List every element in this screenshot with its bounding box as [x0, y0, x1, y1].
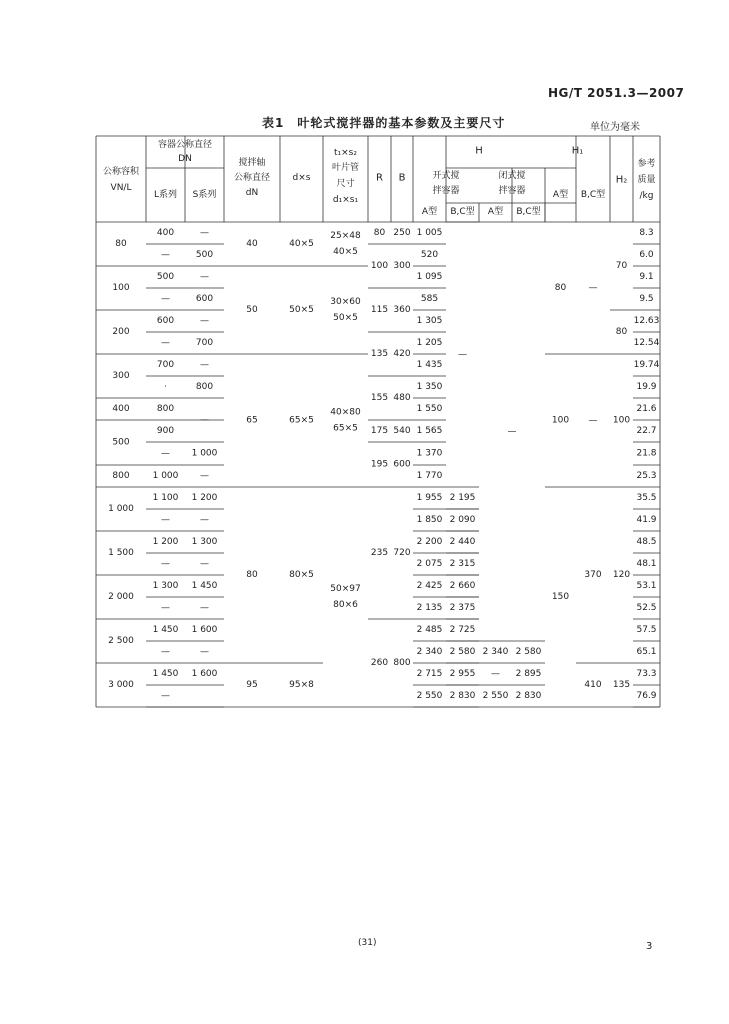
d-x-s-cell: 50×5 [289, 305, 314, 315]
mass-cell: 19.9 [636, 382, 657, 392]
open-a-height-cell: 1 435 [416, 360, 443, 370]
b-cell: 420 [393, 349, 411, 359]
volume-cell: 100 [112, 283, 130, 293]
s-series-cell: — [200, 228, 209, 238]
header-shaft-symbol: dN [245, 188, 259, 198]
h1-bc-cell: 410 [584, 680, 602, 690]
l-series-cell: 1 450 [152, 625, 179, 635]
header-shaft-diameter: 公称直径 [233, 173, 271, 183]
header-open-a-type: A型 [421, 207, 438, 217]
l-series-cell: — [161, 294, 170, 304]
r-cell: 115 [370, 305, 389, 315]
l-series-cell: 600 [156, 316, 175, 326]
table-title: 表1 叶轮式搅拌器的基本参数及主要尺寸 [262, 116, 506, 130]
open-a-height-cell: 2 075 [416, 559, 443, 569]
header-closed-bc-type: B,C型 [516, 207, 541, 217]
closed-height-cell: — [507, 426, 517, 437]
d-x-s-cell: 65×5 [289, 415, 314, 426]
b-cell: 360 [393, 305, 411, 315]
s-series-cell: 800 [195, 382, 214, 392]
open-a-height-cell: 1 095 [416, 272, 443, 282]
r-cell: 135 [370, 349, 389, 359]
header-shaft: 搅拌轴 [238, 158, 266, 168]
s-series-cell: — [200, 471, 209, 481]
pipe-size-cell: 30×60 [330, 297, 361, 307]
s-series-cell: 500 [195, 250, 214, 260]
s-series-cell: 1 000 [191, 448, 218, 459]
header-closed-vessel: 闭式搅 [498, 171, 526, 181]
open-a-height-cell: 1 850 [416, 515, 443, 525]
open-bc-height-cell: 2 315 [449, 559, 476, 569]
l-series-cell: — [161, 250, 170, 260]
page-number: 3 [646, 941, 653, 952]
volume-cell: 3 000 [108, 680, 134, 690]
s-series-cell: 1 450 [191, 581, 218, 591]
r-cell: 195 [370, 459, 389, 470]
header-mass: 参考 [637, 159, 656, 169]
shaft-diameter-cell: 80 [246, 570, 258, 580]
open-bc-height-cell: 2 440 [449, 537, 476, 547]
header-pipe-t-s: t₁×s₂ [334, 148, 357, 158]
b-cell: 250 [393, 228, 411, 238]
d-x-s-cell: 40×5 [289, 239, 314, 249]
header-pipe-d-s: d₁×s₁ [332, 195, 359, 205]
l-series-cell: — [161, 647, 170, 657]
s-series-cell: 1 600 [191, 625, 218, 635]
s-series-cell: — [200, 603, 209, 613]
open-bc-height-cell: 2 725 [449, 625, 476, 635]
mass-cell: 73.3 [636, 669, 657, 679]
header-blade-pipe: 叶片管 [331, 163, 360, 173]
closed-bc-height-cell: 2 895 [515, 669, 542, 679]
mass-cell: 21.6 [636, 404, 657, 414]
l-series-cell: 1 200 [152, 537, 179, 547]
mass-cell: 12.63 [633, 316, 660, 326]
l-series-cell: 500 [156, 272, 175, 282]
mass-cell: 21.8 [636, 448, 657, 459]
header-nominal-volume: 公称容积 [102, 167, 140, 177]
mass-cell: 22.7 [636, 426, 657, 436]
r-cell: 175 [370, 426, 389, 436]
open-bc-height-cell: 2 955 [449, 669, 476, 679]
h1-bc-cell: — [588, 283, 598, 293]
open-a-height-cell: 1 350 [416, 382, 443, 392]
open-a-height-cell: 1 370 [416, 448, 443, 459]
pipe-size-cell: 40×80 [330, 407, 361, 418]
header-h2: H₂ [615, 174, 628, 186]
h2-cell: 100 [612, 415, 631, 426]
open-a-height-cell: 1 205 [416, 338, 443, 348]
s-series-cell: — [200, 316, 209, 326]
b-cell: 540 [393, 426, 411, 436]
r-cell: 100 [370, 261, 389, 271]
pipe-size-cell: 50×97 [330, 584, 361, 594]
open-a-height-cell: 2 485 [416, 625, 443, 635]
s-series-cell: 1 600 [191, 669, 218, 679]
mass-cell: 6.0 [639, 250, 654, 260]
l-series-cell: 1 450 [152, 669, 179, 679]
header-open-bc-type: B,C型 [450, 207, 475, 217]
open-bc-height-cell: 2 660 [449, 581, 476, 591]
h2-cell: 70 [615, 261, 628, 271]
s-series-cell: — [200, 415, 209, 425]
l-series-cell: 900 [156, 426, 175, 436]
header-closed-a-type: A型 [487, 207, 504, 217]
header-s-series: S系列 [192, 190, 217, 200]
r-cell: 80 [373, 228, 386, 238]
b-cell: 300 [393, 261, 411, 271]
mass-cell: 48.5 [636, 537, 657, 547]
open-a-height-cell: 1 550 [416, 404, 443, 414]
header-h: H [475, 145, 483, 157]
volume-cell: 500 [112, 437, 130, 448]
pipe-size-cell: 80×6 [333, 600, 358, 610]
open-a-height-cell: 2 425 [416, 581, 443, 591]
mass-cell: 57.5 [636, 625, 657, 635]
open-a-height-cell: 2 200 [416, 537, 443, 547]
closed-a-height-cell: 2 550 [482, 691, 509, 701]
open-a-height-cell: 2 715 [416, 669, 443, 679]
shaft-diameter-cell: 95 [246, 680, 258, 690]
open-a-height-cell: 2 135 [416, 603, 443, 613]
standard-number: HG/T 2051.3—2007 [548, 86, 685, 100]
open-a-height-cell: 585 [420, 294, 439, 304]
l-series-cell: 1 100 [152, 493, 179, 503]
unit-note: 单位为毫米 [590, 122, 640, 133]
header-h1-a-type: A型 [552, 190, 569, 200]
s-series-cell: 1 300 [191, 537, 218, 547]
header-d-x-s: d×s [292, 173, 311, 183]
open-bc-height-cell: 2 090 [449, 515, 476, 525]
d-x-s-cell: 95×8 [289, 680, 314, 690]
volume-cell: 80 [115, 239, 127, 249]
b-cell: 480 [393, 393, 411, 403]
closed-bc-height-cell: 2 580 [515, 647, 542, 657]
r-cell: 155 [370, 393, 389, 403]
h1-bc-cell: — [588, 415, 598, 426]
mass-cell: 25.3 [636, 471, 657, 481]
mass-cell: 9.5 [639, 294, 654, 304]
mass-cell: 19.74 [633, 360, 660, 370]
shaft-diameter-cell: 65 [246, 415, 258, 426]
open-a-height-cell: 1 770 [416, 471, 443, 481]
mass-cell: 12.54 [633, 338, 660, 348]
header-mass-unit: /kg [639, 191, 654, 201]
header-l-series: L系列 [153, 190, 178, 200]
shaft-diameter-cell: 40 [246, 239, 258, 249]
open-a-height-cell: 1 005 [416, 228, 443, 238]
pipe-size-cell: 25×48 [330, 231, 361, 241]
mass-cell: 65.1 [636, 647, 657, 657]
pipe-size-cell: 40×5 [333, 247, 358, 257]
header-h1-bc-type: B,C型 [580, 190, 606, 200]
mass-cell: 41.9 [636, 515, 657, 525]
mass-cell: 76.9 [636, 691, 657, 701]
open-bc-height-cell: 2 195 [449, 493, 476, 503]
header-open-vessel-2: 拌容器 [432, 186, 460, 196]
shaft-diameter-cell: 50 [246, 305, 258, 315]
l-series-cell: 800 [156, 404, 175, 414]
h1-bc-cell: 370 [584, 570, 602, 580]
s-series-cell: — [200, 360, 209, 370]
l-series-cell: — [161, 448, 170, 459]
closed-bc-height-cell: 2 830 [515, 691, 542, 701]
h1-a-cell: 150 [551, 592, 570, 602]
l-series-cell: · [164, 382, 167, 392]
pipe-size-cell: 65×5 [333, 423, 358, 434]
open-bc-height-cell: 2 375 [449, 603, 476, 613]
footer-print-number: (31) [358, 938, 377, 948]
s-series-cell: 700 [195, 338, 214, 348]
open-bc-height-cell: 2 830 [449, 691, 476, 701]
d-x-s-cell: 80×5 [289, 570, 314, 580]
s-series-cell: — [200, 272, 209, 282]
h1-a-cell: 100 [551, 415, 570, 426]
h2-cell: 135 [612, 680, 631, 690]
l-series-cell: — [161, 559, 170, 569]
open-bc-height-cell: 2 580 [449, 647, 476, 657]
h2-cell: 120 [612, 570, 631, 580]
open-a-height-cell: 2 340 [416, 647, 443, 657]
mass-cell: 8.3 [639, 228, 654, 238]
s-series-cell: 1 200 [191, 493, 218, 503]
b-cell: 800 [393, 658, 411, 668]
l-series-cell: — [161, 515, 170, 525]
s-series-cell: — [200, 559, 209, 569]
header-vessel-diameter: 容器公称直径 [157, 140, 213, 150]
s-series-cell: — [200, 647, 209, 657]
s-series-cell: 600 [195, 294, 214, 304]
h2-cell: 80 [615, 327, 628, 337]
open-a-height-cell: 1 955 [416, 493, 443, 503]
mass-cell: 53.1 [636, 581, 657, 591]
l-series-cell: 1 300 [152, 581, 179, 591]
mass-cell: 9.1 [639, 272, 654, 282]
mass-cell: 48.1 [636, 559, 657, 569]
header-nominal-volume-unit: VN/L [110, 183, 132, 193]
volume-cell: 300 [112, 371, 130, 381]
header-h1: H₁ [571, 145, 584, 157]
open-a-height-cell: 1 305 [416, 316, 443, 326]
l-series-cell: — [161, 338, 170, 348]
r-cell: 260 [370, 658, 389, 668]
volume-cell: 1 000 [108, 504, 134, 514]
open-a-height-cell: 2 550 [416, 691, 443, 701]
header-vessel-diameter-symbol: DN [178, 154, 192, 164]
volume-cell: 2 500 [108, 636, 134, 646]
mass-cell: 35.5 [636, 493, 657, 503]
b-cell: 600 [393, 459, 411, 470]
pipe-size-cell: 50×5 [333, 313, 358, 323]
volume-cell: 400 [112, 404, 130, 414]
header-open-vessel: 开式搅 [432, 171, 460, 181]
s-series-cell: — [200, 515, 209, 525]
open-a-height-cell: 520 [420, 250, 439, 260]
h1-a-cell: 80 [554, 283, 567, 293]
l-series-cell: 1 000 [152, 471, 179, 481]
closed-a-height-cell: — [491, 669, 500, 679]
l-series-cell: 700 [156, 360, 175, 370]
r-cell: 235 [370, 548, 389, 558]
open-a-height-cell: 1 565 [416, 426, 443, 436]
mass-cell: 52.5 [636, 603, 657, 613]
header-closed-vessel-2: 拌容器 [498, 186, 526, 196]
l-series-cell: — [161, 691, 170, 701]
header-pipe-size: 尺寸 [336, 179, 355, 189]
closed-a-height-cell: 2 340 [482, 647, 509, 657]
b-cell: 720 [393, 548, 411, 558]
volume-cell: 1 500 [108, 548, 134, 558]
volume-cell: 2 000 [108, 592, 134, 602]
volume-cell: 200 [112, 327, 130, 337]
l-series-cell: 400 [156, 228, 175, 238]
volume-cell: 800 [112, 471, 130, 481]
header-mass-2: 质量 [637, 175, 656, 185]
header-b: B [398, 172, 406, 184]
l-series-cell: — [161, 603, 170, 613]
header-r: R [376, 172, 383, 184]
open-bc-height-cell: — [458, 349, 467, 360]
